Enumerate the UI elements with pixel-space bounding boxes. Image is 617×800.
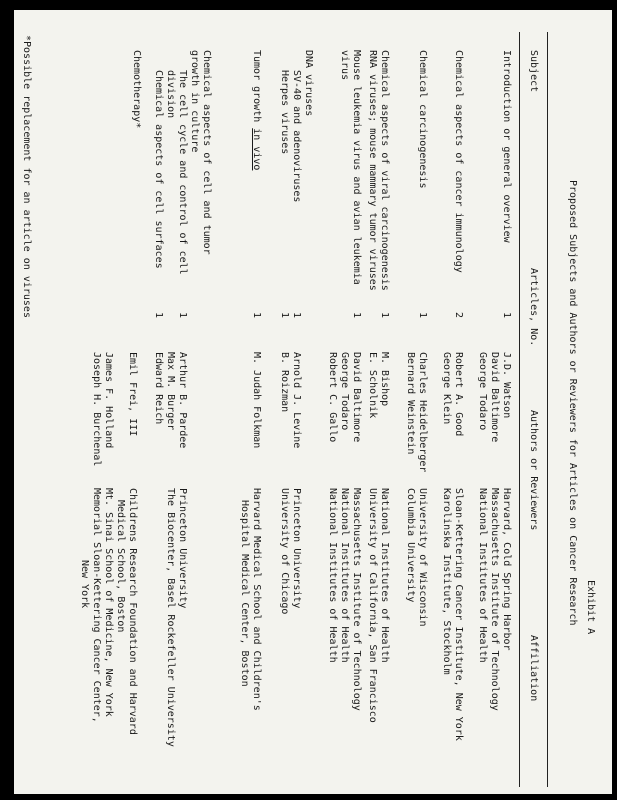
table-row-author: B. Roizman — [279, 352, 290, 413]
table-row-author: M. Bishop — [379, 352, 390, 407]
header-rule-bottom — [519, 32, 520, 787]
exhibit-label: Exhibit A — [585, 580, 596, 635]
page-title: Proposed Subjects and Authors or Reviewers for Articles on Cancer Research — [567, 180, 578, 626]
table-row-author: Bernard Weinstein — [405, 352, 416, 455]
column-affiliation: Affiliation — [528, 635, 539, 702]
table-row-affiliation: Hospital Medical Center, Boston — [239, 500, 250, 687]
table-row-affiliation: Mt. Sinai School of Medicine, New York — [103, 488, 114, 717]
table-row-count: 1 — [291, 312, 302, 319]
table-row-subject: Chemical aspects of viral carcinogenesis — [379, 50, 390, 291]
table-row-subject: Herpes viruses — [279, 70, 290, 155]
table-row-author: Arnold J. Levine — [291, 352, 302, 449]
table-row-count: 1 — [279, 312, 290, 319]
table-row-affiliation: National Institutes of Health — [379, 488, 390, 663]
table-row-subject: Mouse leukemia virus and avian leukemia — [351, 50, 362, 285]
table-row-affiliation: Columbia University — [405, 488, 416, 603]
table-row-affiliation: National Institutes of Health — [339, 488, 350, 663]
table-row-affiliation: University of Chicago — [279, 488, 290, 615]
column-subject: Subject — [528, 50, 539, 93]
table-row-author: M. Judah Folkman — [251, 352, 262, 449]
table-row-subject: RNA viruses; mouse mammary tumor viruses — [367, 50, 378, 291]
table-row-affiliation: Karolinska Institute, Stockholm — [441, 488, 452, 675]
table-row-author: James F. Holland — [103, 352, 114, 449]
table-row-author: Emil Frei, III — [127, 352, 138, 437]
table-row-affiliation: University of California, San Francisco — [367, 488, 378, 723]
table-row-subject: virus — [339, 50, 350, 81]
table-row-author: E. Scholnik — [367, 352, 378, 419]
table-row-affiliation: Harvard Medical School and Children's — [251, 488, 262, 711]
table-row-count: 1 — [351, 312, 362, 319]
table-row-subject — [250, 50, 262, 170]
table-row-affiliation: National Institutes of Health — [477, 488, 488, 663]
table-row-affiliation: University of Wisconsin — [417, 488, 428, 627]
table-row-count: 1 — [501, 312, 512, 319]
table-row-affiliation: Harvard, Cold Spring Harbor — [501, 488, 512, 651]
table-row-author: Arthur B. Pardee — [177, 352, 188, 449]
table-row-affiliation: Memorial Sloan-Kettering Cancer Center, — [91, 488, 102, 723]
table-row-subject: DNA viruses — [303, 50, 314, 117]
table-row-count: 1 — [153, 312, 164, 319]
table-row-subject: The cell cycle and control of cell — [177, 70, 188, 275]
table-row-affiliation: The Biocenter, Basel Rockefeller University — [165, 488, 176, 747]
column-articles: Articles, No. — [528, 268, 539, 347]
table-row-count: 2 — [453, 312, 464, 319]
table-row-affiliation: Childrens Research Foundation and Harvard — [127, 488, 138, 735]
table-row-author: Robert A. Good — [453, 352, 464, 437]
table-row-subject: division — [165, 70, 176, 119]
table-row-author: George Todaro — [339, 352, 350, 431]
table-row-affiliation: Massachusetts Institute of Technology — [489, 488, 500, 711]
table-row-affiliation: Princeton University — [177, 488, 188, 609]
table-row-author: Edward Reich — [153, 352, 164, 425]
table-row-subject: Introduction or general overview — [501, 50, 512, 243]
table-row-subject: SV-40 and adenoviruses — [291, 70, 302, 203]
rotated-content — [14, 10, 612, 794]
table-row-author: David Baltimore — [489, 352, 500, 443]
table-row-subject: Chemotherapy* — [131, 50, 142, 129]
table-row-author: George Klein — [441, 352, 452, 425]
table-row-count: 1 — [177, 312, 188, 319]
table-row-affiliation: Sloan-Kettering Cancer Institute, New York — [453, 488, 464, 741]
table-row-count: 1 — [417, 312, 428, 319]
table-row-subject: Chemical carcinogenesis — [417, 50, 428, 189]
footnote: *Possible replacement for an article on viruses — [21, 35, 32, 318]
table-row-affiliation: Massachusetts Institute of Technology — [351, 488, 362, 711]
table-row-affiliation: New York — [79, 560, 90, 609]
document-page — [14, 10, 612, 794]
table-row-count: 1 — [251, 312, 262, 319]
table-row-count: 1 — [379, 312, 390, 319]
table-row-subject: Chemical aspects of cell and tumor — [201, 50, 212, 255]
table-row-affiliation: Princeton University — [291, 488, 302, 609]
table-row-subject: growth in culture — [189, 50, 200, 153]
table-row-subject: Chemical aspects of cell surfaces — [153, 70, 164, 269]
table-row-subject-main: Tumor growth — [251, 50, 262, 129]
table-row-author: David Baltimore — [351, 352, 362, 443]
column-authors: Authors or Reviewers — [528, 410, 539, 531]
table-row-subject: Chemical aspects of cancer immunology — [453, 50, 464, 273]
table-row-author: Robert C. Gallo — [327, 352, 338, 443]
table-row-author: Joseph H. Burchenal — [91, 352, 102, 467]
table-row-author: J.D. Watson — [501, 352, 512, 419]
table-row-author: Max M. Burger — [165, 352, 176, 431]
table-row-subject-underlined: in vivo — [251, 128, 262, 171]
table-row-affiliation: National Institutes of Health — [327, 488, 338, 663]
table-row-author: George Todaro — [477, 352, 488, 431]
table-row-affiliation: Medical School, Boston — [115, 500, 126, 633]
header-rule-top — [547, 32, 548, 787]
table-row-author: Charles Heidelberger — [417, 352, 428, 473]
